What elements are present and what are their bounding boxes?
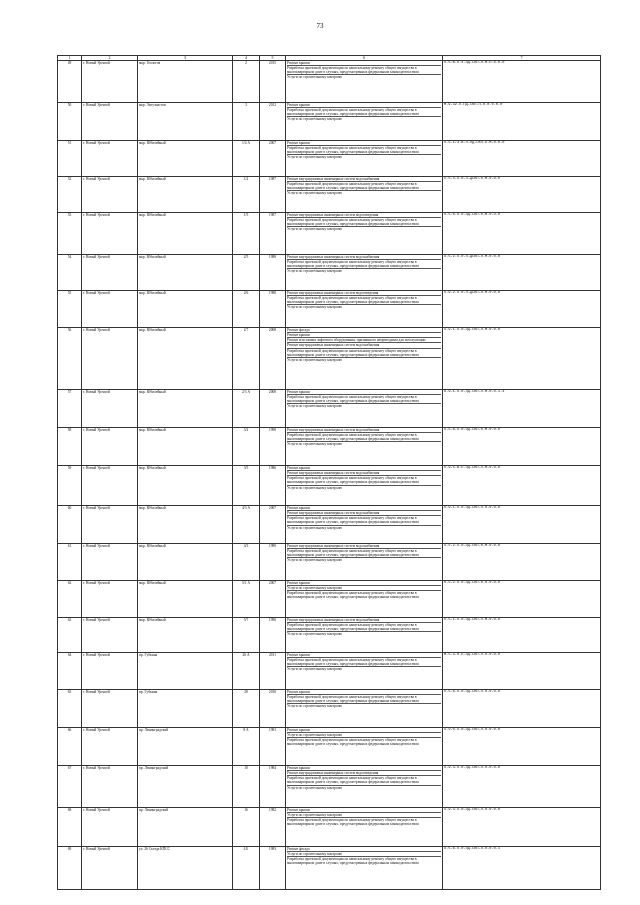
row-number: 50 <box>58 103 82 141</box>
code-cell: П-9-5-В-П-ПД-СКП-Л-М-0-0-0 <box>443 466 601 506</box>
city-cell: г. Новый Уренгой <box>82 61 138 103</box>
work-item: Услуги по строительному контролю <box>287 441 441 446</box>
year-cell: 2012 <box>260 103 286 141</box>
table-row <box>58 506 601 544</box>
street-cell: мкр. Юбилейный <box>138 177 233 213</box>
row-number: 52 <box>58 177 82 213</box>
works-cell <box>286 177 443 213</box>
works-cell <box>286 581 443 618</box>
works-cell <box>286 103 443 141</box>
year-cell: 2007 <box>260 581 286 618</box>
work-item: Услуги по строительному контролю <box>287 785 441 790</box>
work-item: Разработка проектной документации по капитальному ремонту общего имущества в многоквартирном доме в случаях, предусмотренных федеральным законодательством <box>287 217 441 226</box>
work-item: Ремонт внутридомовых инженерных систем водоснабжения <box>287 470 441 475</box>
works-cell <box>286 766 443 808</box>
city-cell: г. Новый Уренгой <box>82 255 138 291</box>
street-cell: мкр. Юбилейный <box>138 141 233 177</box>
row-number: 66 <box>58 728 82 766</box>
code-cell: П-9-2-П-0-П-ДСКП-Л-М-0-0-0 <box>443 291 601 328</box>
work-item: Ремонт внутридомовых инженерных систем водоснабжения <box>287 428 380 432</box>
year-cell: 1988 <box>260 291 286 328</box>
code-cell: П-5-2-П-0-ПД-СКП-0-М-0-0-0 <box>443 544 601 581</box>
work-item: Ремонт внутридомовых инженерных систем водоснабжения <box>287 255 380 259</box>
house-cell: 2/5 <box>233 255 260 291</box>
work-item: Ремонт крыши <box>287 653 310 657</box>
year-cell: 1989 <box>260 544 286 581</box>
works-cell <box>286 428 443 466</box>
work-item: Разработка проектной документации по капитальному ремонту общего имущества в многоквартирном доме в случаях, предусмотренных федеральным законодательством <box>287 817 441 826</box>
table-row <box>58 544 601 581</box>
city-cell: г. Новый Уренгой <box>82 766 138 808</box>
code-cell: К-9-1-П-0-ПД-СКП-П-0-0-0-0 <box>443 506 601 544</box>
street-cell: мкр. Юбилейный <box>138 390 233 428</box>
work-item: Ремонт крыши <box>287 808 310 812</box>
house-cell: 10 <box>233 766 260 808</box>
city-cell: г. Новый Уренгой <box>82 728 138 766</box>
city-cell: г. Новый Уренгой <box>82 466 138 506</box>
code-cell: П-5-1-П-0-ПД-СКП-П-М-0-0-0 <box>443 618 601 653</box>
column-number: 3 <box>138 56 233 61</box>
work-item: Услуги по строительному контролю <box>287 304 441 309</box>
street-cell: мкр. Юбилейный <box>138 213 233 255</box>
work-item: Разработка проектной документации по капитальному ремонту общего имущества в многоквартирном доме в случаях, предусмотренных федеральным законодательством <box>287 590 441 599</box>
year-cell: 1988 <box>260 255 286 291</box>
work-item: Ремонт крыши <box>287 766 310 770</box>
work-item: Ремонт крыши <box>287 506 310 510</box>
code-cell: П-9-3-П-0-ПД-СКП-Л-0-0-0-0 <box>443 808 601 847</box>
page-number: 73 <box>316 22 324 30</box>
works-cell <box>286 466 443 506</box>
work-item: Услуги по строительному контролю <box>287 631 441 636</box>
work-item: Ремонт фасада <box>287 328 310 332</box>
works-cell <box>286 255 443 291</box>
works-cell <box>286 690 443 728</box>
work-item: Услуги по строительному контролю <box>287 703 441 708</box>
work-item: Ремонт крыши <box>287 141 310 145</box>
code-cell: П-5-1/3-В-П-ПД-СКП-Л-М-0-0-0 <box>443 141 601 177</box>
work-item: Ремонт внутридомовых инженерных систем водоотведения <box>287 213 379 217</box>
year-cell: 1987 <box>260 213 286 255</box>
work-item: Разработка проектной документации по капитальному ремонту общего имущества в многоквартирном доме в случаях, предусмотренных федеральным законодательством <box>287 775 441 784</box>
street-cell: мкр. Юбилейный <box>138 618 233 653</box>
work-item: Разработка проектной документации по капитальному ремонту общего имущества в многоквартирном доме в случаях, предусмотренных федеральным законодательством <box>287 475 441 484</box>
table-row <box>58 390 601 428</box>
table-row <box>58 291 601 328</box>
row-number: 63 <box>58 618 82 653</box>
row-number: 64 <box>58 653 82 690</box>
year-cell: 2008 <box>260 328 286 390</box>
row-number: 49 <box>58 61 82 103</box>
row-number: 62 <box>58 581 82 618</box>
table-row <box>58 328 601 390</box>
city-cell: г. Новый Уренгой <box>82 428 138 466</box>
code-cell: М-9-32-П-ПД-СКП-П-0-0-0-0-0 <box>443 103 601 141</box>
year-cell: 1986 <box>260 466 286 506</box>
year-cell: 2011 <box>260 653 286 690</box>
work-item: Разработка проектной документации по капитальному ремонту общего имущества в многоквартирном доме в случаях, предусмотренных федеральным законодательством <box>287 394 441 403</box>
row-number: 60 <box>58 506 82 544</box>
street-cell: мкр. Юбилейный <box>138 506 233 544</box>
column-number: 4 <box>233 56 260 61</box>
house-cell: 3/2 <box>233 428 260 466</box>
row-number: 67 <box>58 766 82 808</box>
work-item: Ремонт фасада <box>287 847 310 851</box>
city-cell: г. Новый Уренгой <box>82 847 138 890</box>
house-cell: 4/3 А <box>233 506 260 544</box>
code-cell: П-5-6-П-0-ПД-СКП-0-М-0-0-0 <box>443 428 601 466</box>
works-cell <box>286 506 443 544</box>
table-row <box>58 255 601 291</box>
street-cell: пр. Ленинградский <box>138 766 233 808</box>
work-item: Разработка проектной документации по капитальному ремонту общего имущества в многоквартирном доме в случаях, предусмотренных федеральным законодательством <box>287 694 441 703</box>
year-cell: 1984 <box>260 766 286 808</box>
row-number: 68 <box>58 808 82 847</box>
work-item: Услуги по строительному контролю <box>287 666 441 671</box>
table-row <box>58 428 601 466</box>
work-item: Ремонт внутридомовых инженерных систем водоотведения <box>287 770 441 775</box>
code-cell: П-9-1-П-0-ПД-СКП-Л-М-0-0-0 <box>443 328 601 390</box>
year-cell: 1990 <box>260 618 286 653</box>
row-number: 55 <box>58 291 82 328</box>
work-item: Ремонт крыши <box>287 581 310 585</box>
house-cell: 4 Б <box>233 847 260 890</box>
street-cell: ул. 26 Съезда КПСС <box>138 847 233 890</box>
house-cell: 2/3 А <box>233 390 260 428</box>
table-row <box>58 213 601 255</box>
house-cell: 2/6 <box>233 291 260 328</box>
works-cell <box>286 328 443 390</box>
work-item: Разработка проектной документации по капитальному ремонту общего имущества в многоквартирном доме в случаях, предусмотренных федеральным законодательством <box>287 65 441 74</box>
year-cell: 1982 <box>260 808 286 847</box>
work-item: Ремонт крыши <box>287 390 310 394</box>
house-cell: 2/7 <box>233 328 260 390</box>
work-item: Ремонт внутридомовых инженерных систем водоснабжения <box>287 618 380 622</box>
work-item: Услуги по строительному контролю <box>287 557 441 562</box>
city-cell: г. Новый Уренгой <box>82 390 138 428</box>
column-number: 2 <box>82 56 138 61</box>
column-number: 6 <box>286 56 443 61</box>
works-cell <box>286 213 443 255</box>
work-item: Ремонт внутридомовых инженерных систем водоснабжения <box>287 510 441 515</box>
work-item: Разработка проектной документации по капитальному ремонту общего имущества в многоквартирном доме в случаях, предусмотренных федеральным законодательством <box>287 622 441 631</box>
work-item: Услуги по строительному контролю <box>287 851 441 856</box>
code-cell: П-5-2-П-0-П-ДСКП-Л-М-0-0-0 <box>443 255 601 291</box>
city-cell: г. Новый Уренгой <box>82 808 138 847</box>
code-cell: П-5-6-П-0-ПД-СКП-0-М-0-П-0 <box>443 213 601 255</box>
street-cell: мкр. Юбилейный <box>138 328 233 390</box>
work-item: Разработка проектной документации по капитальному ремонту общего имущества в многоквартирном доме в случаях, предусмотренных федеральным законодательством <box>287 432 441 441</box>
work-item: Услуги по строительному контролю <box>287 485 441 490</box>
work-item: Услуги по строительному контролю <box>287 116 441 121</box>
city-cell: г. Новый Уренгой <box>82 544 138 581</box>
house-cell: 8 А <box>233 728 260 766</box>
column-number: 1 <box>58 56 82 61</box>
street-cell: мкр. Юбилейный <box>138 544 233 581</box>
work-item: Ремонт или замена лифтового оборудования, признанного непригодным для эксплуатации <box>287 337 441 342</box>
house-cell: 4/3 <box>233 544 260 581</box>
city-cell: г. Новый Уренгой <box>82 618 138 653</box>
table-row <box>58 653 601 690</box>
work-item: Разработка проектной документации по капитальному ремонту общего имущества в многоквартирном доме в случаях, предусмотренных федеральным законодательством <box>287 657 441 666</box>
work-item: Разработка проектной документации по капитальному ремонту общего имущества в многоквартирном доме в случаях, предусмотренных федеральным законодательством <box>287 856 441 865</box>
table-row <box>58 766 601 808</box>
code-cell: П-5-4-П-0-П-ДСКП-0-М-0-0-0 <box>443 177 601 213</box>
city-cell: г. Новый Уренгой <box>82 177 138 213</box>
code-cell: П-5-В-П-4-ПД-СКП-Л-М-П-0-0-0 <box>443 61 601 103</box>
year-cell: 1981 <box>260 728 286 766</box>
works-cell <box>286 618 443 653</box>
row-number: 69 <box>58 847 82 890</box>
work-item: Ремонт крыши <box>287 61 310 65</box>
works-cell <box>286 141 443 177</box>
city-cell: г. Новый Уренгой <box>82 291 138 328</box>
works-cell <box>286 808 443 847</box>
house-cell: 28 <box>233 690 260 728</box>
table-row <box>58 618 601 653</box>
row-number: 54 <box>58 255 82 291</box>
code-cell: К-5-2-П-0-ПД-СКП-0-0-0-0-0 <box>443 581 601 618</box>
row-number: 53 <box>58 213 82 255</box>
work-item: Услуги по строительному контролю <box>287 74 441 79</box>
city-cell: г. Новый Уренгой <box>82 103 138 141</box>
work-item: Услуги по строительному контролю <box>287 154 441 159</box>
work-item: Разработка проектной документации по капитальному ремонту общего имущества в многоквартирном доме в случаях, предусмотренных федеральным законодательством <box>287 181 441 190</box>
table-row <box>58 61 601 103</box>
work-item: Услуги по строительному контролю <box>287 268 441 273</box>
code-cell: П-5-6-П-0-ПД-СКП-П-0-0-0-0 <box>443 690 601 728</box>
table-row <box>58 690 601 728</box>
code-cell: П-9-0-П-0-ПД-СКП-Л-0-0-0-0 <box>443 728 601 766</box>
year-cell: 2010 <box>260 690 286 728</box>
capital-repair-table <box>57 55 601 890</box>
year-cell: 2015 <box>260 61 286 103</box>
work-item: Услуги по строительному контролю <box>287 585 441 590</box>
table-row <box>58 103 601 141</box>
code-cell: К-9-1-П-0-ПД-СКП-Л-М-0-0-1-4 <box>443 390 601 428</box>
house-cell: 5/1 А <box>233 581 260 618</box>
street-cell: пр. Ленинградский <box>138 728 233 766</box>
house-cell: 1/2 <box>233 177 260 213</box>
street-cell: мкр. Юбилейный <box>138 428 233 466</box>
work-item: Услуги по строительному контролю <box>287 357 441 362</box>
city-cell: г. Новый Уренгой <box>82 690 138 728</box>
work-item: Ремонт крыши <box>287 690 310 694</box>
row-number: 59 <box>58 466 82 506</box>
work-item: Разработка проектной документации по капитальному ремонту общего имущества в многоквартирном доме в случаях, предусмотренных федеральным законодательством <box>287 348 441 357</box>
work-item: Разработка проектной документации по капитальному ремонту общего имущества в многоквартирном доме в случаях, предусмотренных федеральным законодательством <box>287 145 441 154</box>
works-cell <box>286 728 443 766</box>
work-item: Услуги по строительному контролю <box>287 226 441 231</box>
street-cell: пр. Губкина <box>138 653 233 690</box>
house-cell: 1/5 <box>233 213 260 255</box>
column-number: 5 <box>260 56 286 61</box>
works-cell <box>286 390 443 428</box>
row-number: 58 <box>58 428 82 466</box>
city-cell: г. Новый Уренгой <box>82 328 138 390</box>
street-cell: мкр. Энтузиастов <box>138 103 233 141</box>
work-item: Разработка проектной документации по капитальному ремонту общего имущества в многоквартирном доме в случаях, предусмотренных федеральным законодательством <box>287 737 441 746</box>
works-cell <box>286 653 443 690</box>
work-item: Услуги по строительному контролю <box>287 403 441 408</box>
work-item: Разработка проектной документации по капитальному ремонту общего имущества в многоквартирном доме в случаях, предусмотренных федеральным законодательством <box>287 107 441 116</box>
works-cell <box>286 544 443 581</box>
works-cell <box>286 847 443 890</box>
row-number: 57 <box>58 390 82 428</box>
work-item: Услуги по строительному контролю <box>287 812 441 817</box>
house-cell: 16 <box>233 808 260 847</box>
table-row <box>58 847 601 890</box>
work-item: Ремонт внутридомовых инженерных систем водоснабжения <box>287 177 380 181</box>
street-cell: мкр. Юбилейный <box>138 291 233 328</box>
code-cell: П-5-6-П-0-ПД-СКП-Л-0-0-0-1 <box>443 847 601 890</box>
street-cell: пр. Ленинградский <box>138 808 233 847</box>
year-cell: 1990 <box>260 428 286 466</box>
year-cell: 2008 <box>260 390 286 428</box>
house-cell: 1/4 А <box>233 141 260 177</box>
work-item: Ремонт внутридомовых инженерных систем водоотведения <box>287 291 379 295</box>
column-number: 7 <box>443 56 601 61</box>
row-number: 61 <box>58 544 82 581</box>
row-number: 56 <box>58 328 82 390</box>
row-number: 65 <box>58 690 82 728</box>
works-cell <box>286 291 443 328</box>
city-cell: г. Новый Уренгой <box>82 653 138 690</box>
street-cell: мкр. Юбилейный <box>138 581 233 618</box>
work-item: Услуги по строительному контролю <box>287 525 441 530</box>
work-item: Ремонт крыши <box>287 103 310 107</box>
table-row <box>58 581 601 618</box>
house-cell: 26 А <box>233 653 260 690</box>
city-cell: г. Новый Уренгой <box>82 506 138 544</box>
work-item: Услуги по строительному контролю <box>287 732 441 737</box>
work-item: Ремонт крыши <box>287 466 310 470</box>
city-cell: г. Новый Уренгой <box>82 581 138 618</box>
work-item: Разработка проектной документации по капитальному ремонту общего имущества в многоквартирном доме в случаях, предусмотренных федеральным законодательством <box>287 515 441 524</box>
year-cell: 2007 <box>260 141 286 177</box>
work-item: Ремонт крыши <box>287 332 441 337</box>
house-cell: 3 <box>233 103 260 141</box>
city-cell: г. Новый Уренгой <box>82 213 138 255</box>
table-row <box>58 728 601 766</box>
table-row <box>58 177 601 213</box>
house-cell: 2 <box>233 61 260 103</box>
work-item: Разработка проектной документации по капитальному ремонту общего имущества в многоквартирном доме в случаях, предусмотренных федеральным законодательством <box>287 548 441 557</box>
city-cell: г. Новый Уренгой <box>82 141 138 177</box>
street-cell: мкр. Юбилейный <box>138 466 233 506</box>
work-item: Ремонт внутридомовых инженерных систем водоснабжения <box>287 544 380 548</box>
code-cell: М-5-3-0-П-ПД-СКП-Л-0-0-0-0 <box>443 653 601 690</box>
street-cell: мкр. Геологов <box>138 61 233 103</box>
table-row <box>58 808 601 847</box>
work-item: Ремонт крыши <box>287 728 310 732</box>
table-row <box>58 141 601 177</box>
work-item: Услуги по строительному контролю <box>287 190 441 195</box>
house-cell: 5/7 <box>233 618 260 653</box>
street-cell: пр. Губкина <box>138 690 233 728</box>
year-cell: 2007 <box>260 506 286 544</box>
work-item: Разработка проектной документации по капитальному ремонту общего имущества в многоквартирном доме в случаях, предусмотренных федеральным законодательством <box>287 259 441 268</box>
table-row <box>58 466 601 506</box>
code-cell: П-9-3-П-0-ПД-СКП-Л-0-0-0-0 <box>443 766 601 808</box>
street-cell: мкр. Юбилейный <box>138 255 233 291</box>
year-cell: 1983 <box>260 847 286 890</box>
year-cell: 1987 <box>260 177 286 213</box>
house-cell: 3/5 <box>233 466 260 506</box>
work-item: Разработка проектной документации по капитальному ремонту общего имущества в многоквартирном доме в случаях, предусмотренных федеральным законодательством <box>287 295 441 304</box>
row-number: 51 <box>58 141 82 177</box>
works-cell <box>286 61 443 103</box>
work-item: Ремонт внутридомовых инженерных систем водоснабжения <box>287 342 441 347</box>
